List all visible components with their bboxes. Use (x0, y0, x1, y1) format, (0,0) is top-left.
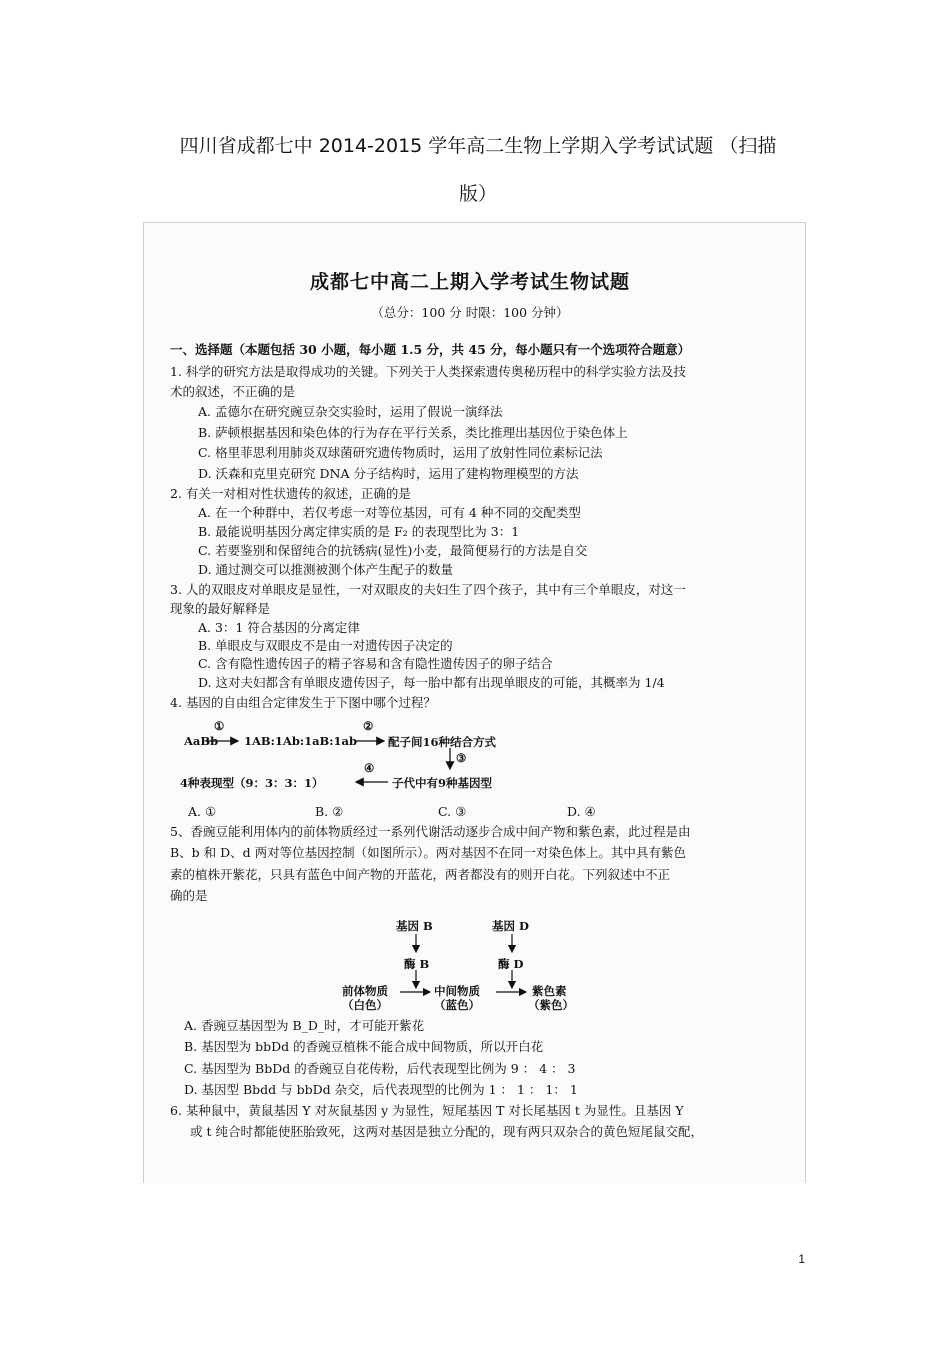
q2-stem: 2. 有关一对相对性状遗传的叙述，正确的是 (170, 486, 411, 501)
q4-option-b: B. ② (315, 804, 344, 819)
q6-stem-line2: 或 t 纯合时都能使胚胎致死，这两对基因是独立分配的，现有两只双杂合的黄色短尾鼠交配， (190, 1124, 703, 1139)
q3-stem-line2: 现象的最好解释是 (170, 601, 271, 616)
q5-pigment: 紫色素 (532, 984, 567, 998)
q5-option-b: B. 基因型为 bbDd 的香豌豆植株不能合成中间物质，所以开白花 (184, 1039, 544, 1054)
q3-option-b: B. 单眼皮与双眼皮不是由一对遗传因子决定的 (198, 638, 453, 653)
q5-option-c: C. 基因型为 BbDd 的香豌豆自花传粉，后代表现型比例为 9 ： 4 ： 3 (184, 1061, 576, 1076)
q3-stem-line1: 3. 人的双眼皮对单眼皮是显性，一对双眼皮的夫妇生了四个孩子，其中有三个单眼皮，对这一 (170, 582, 686, 597)
q4-genotype-aabb: AaBb (184, 734, 219, 748)
q1-stem-line1: 1. 科学的研究方法是取得成功的关键。下列关于人类探索遗传奥秘历程中的科学实验方法及技 (170, 364, 686, 379)
q5-stem-line3: 素的植株开紫花，只具有蓝色中间产物的开蓝花，两者都没有的则开白花。下列叙述中不正 (170, 867, 671, 882)
q4-process-diagram (170, 721, 530, 797)
q5-pathway-diagram (340, 916, 600, 1016)
q5-stem-line1: 5、香豌豆能利用体内的前体物质经过一系列代谢活动逐步合成中间产物和紫色素，此过程是由 (170, 824, 691, 839)
q4-step4-label: ④ (364, 761, 375, 775)
q4-combination: 配子间16种结合方式 (388, 735, 497, 749)
document-title-line2: 版） (458, 183, 497, 205)
q5-pigment-color: （紫色） (528, 998, 574, 1012)
q4-option-c: C. ③ (438, 804, 467, 819)
document-title-line1: 四川省成都七中 2014-2015 学年高二生物上学期入学考试试题 （扫描 (179, 135, 777, 157)
q1-option-a: A. 孟德尔在研究豌豆杂交实验时，运用了假说一演绎法 (198, 404, 503, 419)
q5-precursor: 前体物质 (342, 984, 388, 998)
q5-enzyme-d: 酶 D (498, 957, 524, 971)
section-heading: 一、选择题（本题包括 30 小题，每小题 1.5 分，共 45 分，每小题只有一个选项符合题意） (170, 342, 691, 357)
scanned-exam-page (143, 222, 806, 1183)
document-title (118, 122, 838, 218)
q5-option-a: A. 香豌豆基因型为 B_D_时，才可能开紫花 (184, 1018, 425, 1033)
q5-intermediate-color: （蓝色） (434, 998, 480, 1012)
q4-step3-label: ③ (456, 751, 467, 765)
q4-offspring-genotypes: 子代中有9种基因型 (392, 776, 493, 790)
q5-gene-b: 基因 B (396, 919, 433, 933)
q5-stem-line4: 确的是 (170, 888, 208, 903)
q6-stem-line1: 6. 某种鼠中，黄鼠基因 Y 对灰鼠基因 y 为显性，短尾基因 T 对长尾基因 t 为显性。且基因 Y (170, 1103, 684, 1118)
q1-option-c: C. 格里菲思利用肺炎双球菌研究遗传物质时，运用了放射性同位素标记法 (198, 445, 603, 460)
page-number: 1 (798, 1252, 805, 1266)
q5-precursor-color: （白色） (342, 998, 388, 1012)
q4-phenotype: 4种表现型（9：3：3：1） (180, 776, 324, 790)
q4-gametes: 1AB:1Ab:1aB:1ab (244, 734, 358, 748)
q3-option-c: C. 含有隐性遗传因子的精子容易和含有隐性遗传因子的卵子结合 (198, 656, 553, 671)
q1-stem-line2: 术的叙述，不正确的是 (170, 384, 296, 399)
q5-stem-line2: B、b 和 D、d 两对等位基因控制（如图所示）。两对基因不在同一对染色体上。其中具有紫色 (170, 845, 686, 860)
q5-enzyme-b: 酶 B (404, 957, 430, 971)
exam-subtitle: （总分：100 分 时限：100 分钟） (371, 305, 569, 320)
q4-option-a: A. ① (188, 804, 217, 819)
q2-option-d: D. 通过测交可以推测被测个体产生配子的数量 (198, 562, 454, 577)
q3-option-d: D. 这对夫妇都含有单眼皮遗传因子，每一胎中都有出现单眼皮的可能，其概率为 1/4 (198, 675, 665, 690)
q5-gene-d: 基因 D (492, 919, 529, 933)
q1-option-d: D. 沃森和克里克研究 DNA 分子结构时，运用了建构物理模型的方法 (198, 466, 579, 481)
q2-option-a: A. 在一个种群中，若仅考虑一对等位基因，可有 4 种不同的交配类型 (198, 505, 581, 520)
q3-option-a: A. 3：1 符合基因的分离定律 (198, 620, 360, 635)
q2-option-c: C. 若要鉴别和保留纯合的抗锈病(显性)小麦，最简便易行的方法是自交 (198, 543, 588, 558)
q1-option-b: B. 萨顿根据基因和染色体的行为存在平行关系，类比推理出基因位于染色体上 (198, 425, 628, 440)
q4-step1-label: ① (214, 719, 225, 733)
q4-stem: 4. 基因的自由组合定律发生于下图中哪个过程？ (170, 695, 436, 710)
q4-step2-label: ② (363, 719, 374, 733)
q4-option-d: D. ④ (567, 804, 596, 819)
q2-option-b: B. 最能说明基因分离定律实质的是 F₂ 的表现型比为 3：1 (198, 524, 520, 539)
q5-intermediate: 中间物质 (434, 984, 480, 998)
exam-title: 成都七中高二上期入学考试生物试题 (309, 271, 630, 293)
q5-option-d: D. 基因型 Bbdd 与 bbDd 杂交，后代表现型的比例为 1 ： 1 ： 1： 1 (184, 1082, 578, 1097)
